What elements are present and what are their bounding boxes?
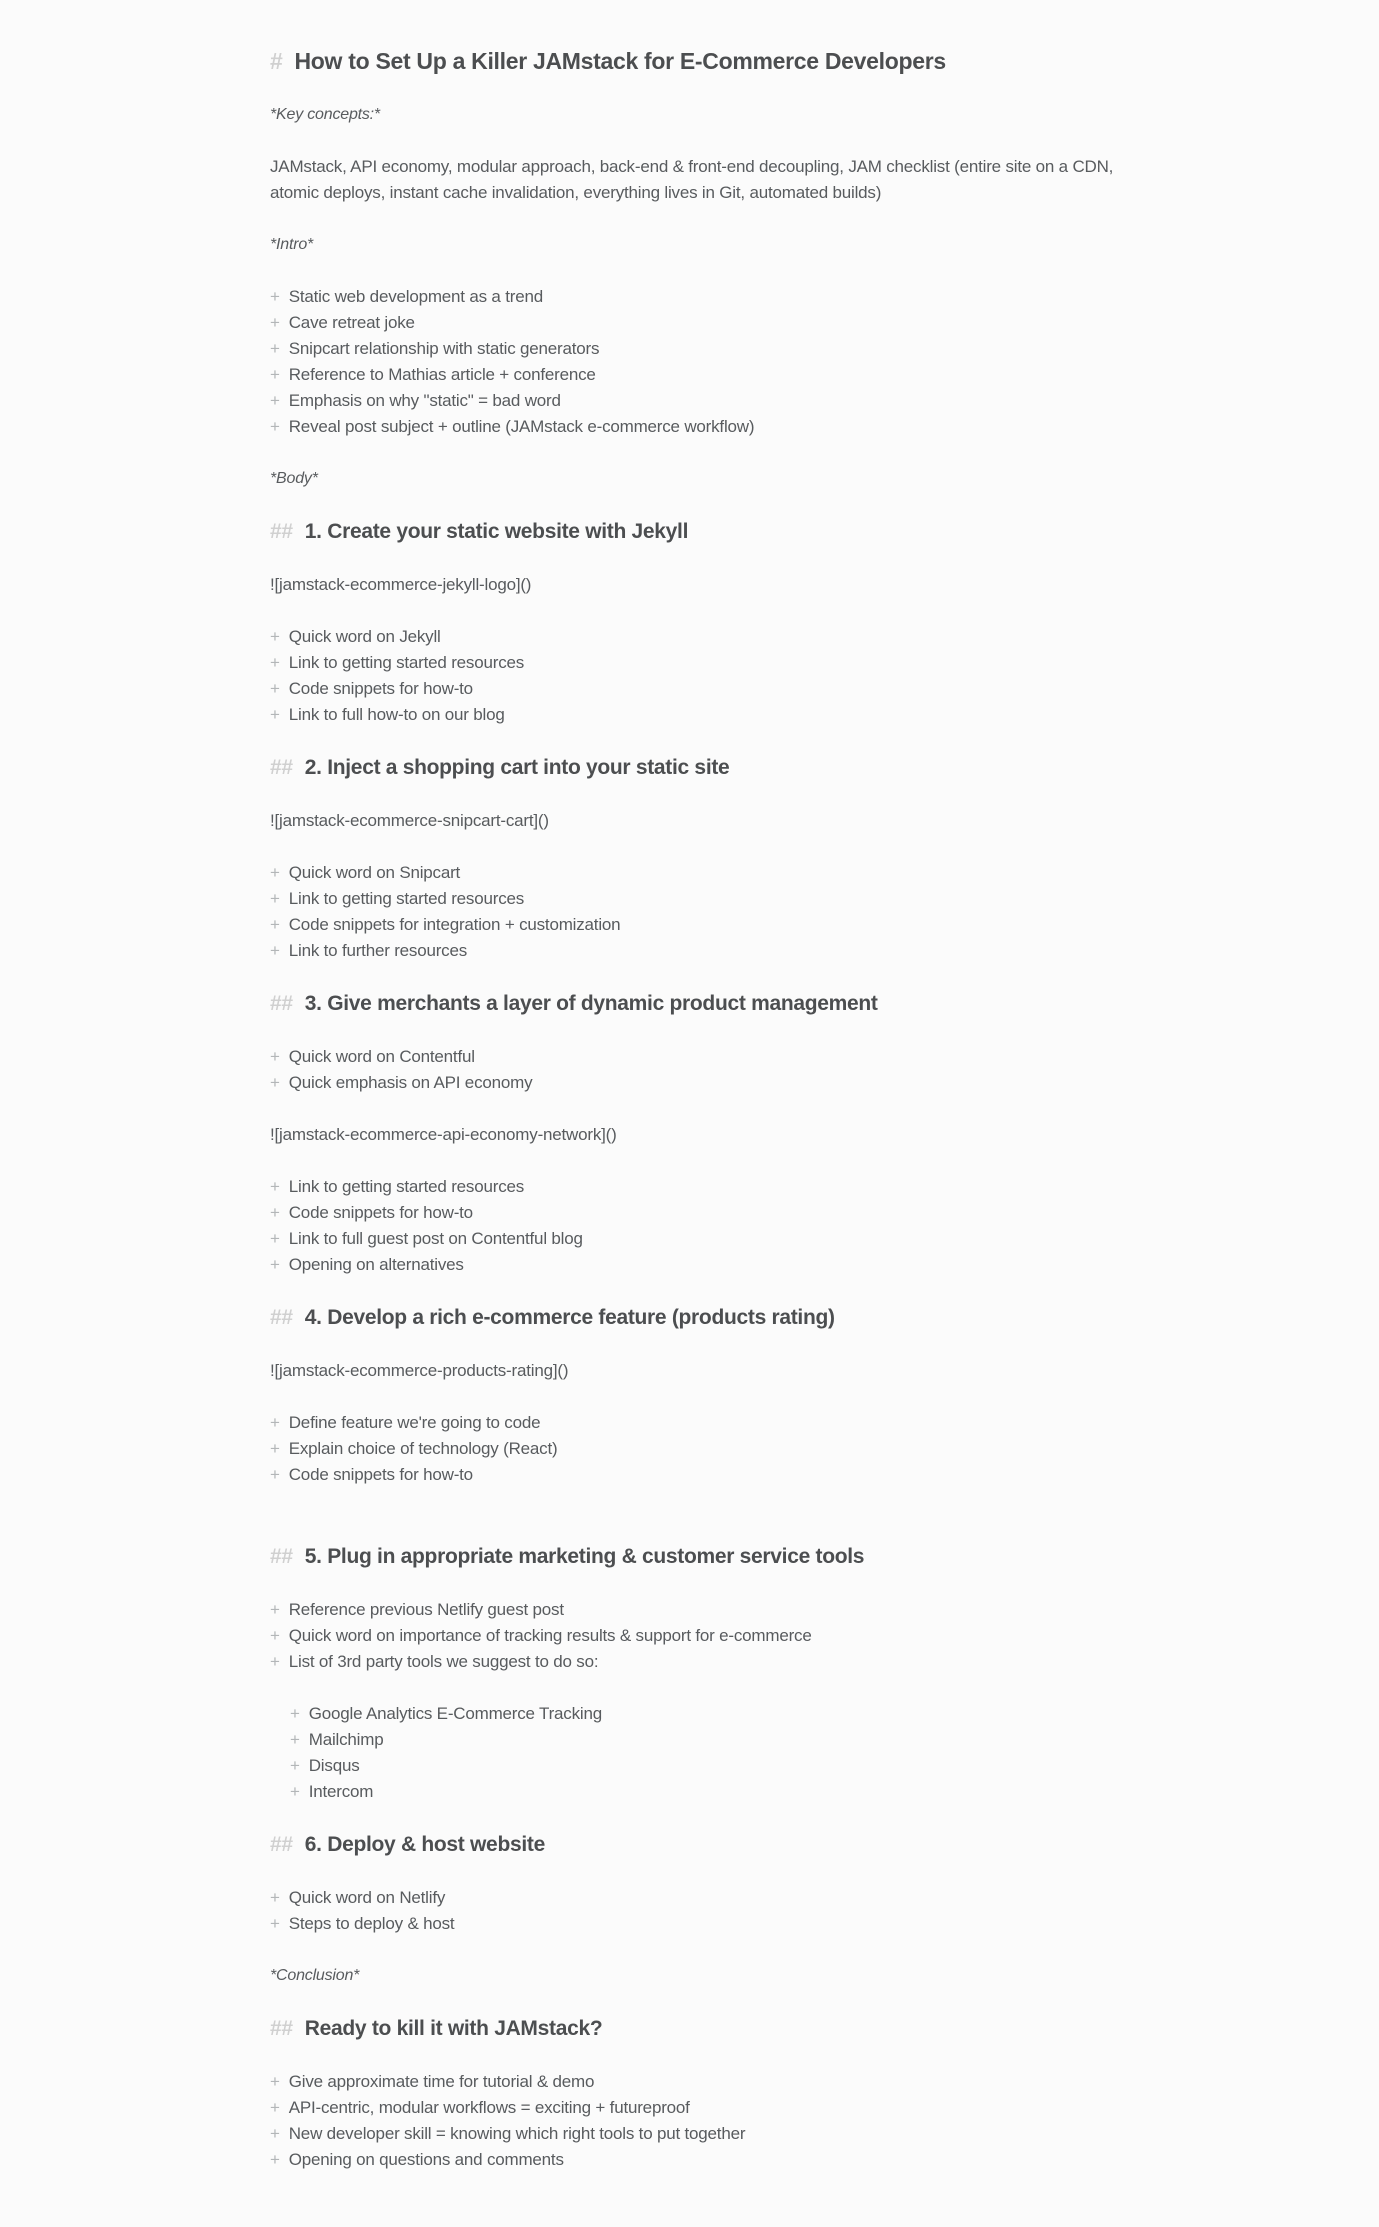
h2-hash-marker: ## [270, 2017, 293, 2040]
plus-marker: + [270, 365, 280, 384]
list-item-text: Quick word on Snipcart [288, 863, 461, 882]
section-heading-text: 6. Deploy & host website [304, 1833, 545, 1856]
list-item-text: Reference previous Netlify guest post [288, 1600, 564, 1619]
list-item-text: Reference to Mathias article + conference [288, 365, 596, 384]
list-item [270, 650, 1115, 676]
list-item [270, 1226, 1115, 1252]
list-item-text: Define feature we're going to code [288, 1413, 541, 1432]
list-item [270, 1649, 1115, 1805]
plus-marker: + [270, 2150, 280, 2169]
list-item [270, 2121, 1115, 2147]
plus-marker: + [270, 1229, 280, 1248]
list-item-text: Opening on questions and comments [288, 2150, 564, 2169]
list-item-text: Quick word on Jekyll [288, 627, 441, 646]
list-item-text: Quick word on Netlify [288, 1888, 446, 1907]
nested-list-item [290, 1727, 1115, 1753]
nested-list-item-text: Intercom [308, 1782, 374, 1801]
list-item-text: Code snippets for integration + customization [288, 915, 621, 934]
emphasis-line: *Body* [270, 470, 318, 487]
plus-marker: + [270, 2124, 280, 2143]
plus-marker: + [270, 1413, 280, 1432]
plus-marker: + [270, 1203, 280, 1222]
list-item [270, 1462, 1115, 1488]
list-item [270, 676, 1115, 702]
list-item [270, 1436, 1115, 1462]
plus-marker: + [270, 863, 280, 882]
list-item [270, 938, 1115, 964]
h2-hash-marker: ## [270, 520, 293, 543]
bullet-list [270, 624, 1115, 728]
list-item-text: Snipcart relationship with static generators [288, 339, 600, 358]
list-item-text: Emphasis on why "static" = bad word [288, 391, 561, 410]
plus-marker: + [270, 1255, 280, 1274]
page-title-text: How to Set Up a Killer JAMstack for E-Commerce Developers [294, 48, 946, 74]
list-item [270, 2095, 1115, 2121]
list-item [270, 1623, 1115, 1649]
section-heading [270, 2015, 1130, 2043]
emphasis-line: *Key concepts:* [270, 106, 380, 123]
list-item-text: Opening on alternatives [288, 1255, 464, 1274]
list-item [270, 1885, 1115, 1911]
plus-marker: + [270, 391, 280, 410]
list-item [270, 2147, 1115, 2173]
list-item [270, 414, 1115, 440]
bullet-list [270, 1885, 1115, 1937]
nested-list-item [290, 1753, 1115, 1779]
h2-hash-marker: ## [270, 1306, 293, 1329]
bullet-list [270, 1174, 1115, 1278]
plus-marker: + [270, 1073, 280, 1092]
list-item [270, 1252, 1115, 1278]
plus-marker: + [270, 941, 280, 960]
list-item-text: Link to getting started resources [288, 889, 525, 908]
list-item [270, 336, 1115, 362]
list-item [270, 362, 1115, 388]
bullet-list [270, 1410, 1115, 1488]
section-heading [270, 1543, 1130, 1571]
plus-marker: + [270, 1600, 280, 1619]
image-markdown-line: ![jamstack-ecommerce-snipcart-cart]() [270, 811, 549, 830]
list-item [270, 1174, 1115, 1200]
nested-list-item-text: Disqus [308, 1756, 360, 1775]
section-heading-text: 5. Plug in appropriate marketing & customer service tools [304, 1545, 865, 1568]
plus-marker: + [270, 889, 280, 908]
plus-marker: + [270, 313, 280, 332]
nested-list-item-text: Google Analytics E-Commerce Tracking [308, 1704, 602, 1723]
list-item-text: Reveal post subject + outline (JAMstack e-commerce workflow) [288, 417, 755, 436]
plus-marker: + [270, 1652, 280, 1671]
list-item [270, 1410, 1115, 1436]
plus-marker: + [270, 417, 280, 436]
nested-bullet-list [290, 1675, 1115, 1805]
nested-list-item-text: Mailchimp [308, 1730, 384, 1749]
list-item [270, 1200, 1115, 1226]
list-item [270, 912, 1115, 938]
list-item-text: Code snippets for how-to [288, 1465, 473, 1484]
plus-marker: + [270, 915, 280, 934]
plus-marker: + [270, 1177, 280, 1196]
image-markdown-line: ![jamstack-ecommerce-products-rating]() [270, 1361, 569, 1380]
plus-marker: + [290, 1730, 300, 1749]
section-heading-text: Ready to kill it with JAMstack? [304, 2017, 603, 2040]
list-item-text: Link to full guest post on Contentful blog [288, 1229, 583, 1248]
list-item-text: Cave retreat joke [288, 313, 415, 332]
plus-marker: + [270, 339, 280, 358]
bullet-list [270, 1044, 1115, 1096]
list-item [270, 624, 1115, 650]
list-item-text: Give approximate time for tutorial & demo [288, 2072, 595, 2091]
list-item [270, 1044, 1115, 1070]
section-heading-text: 2. Inject a shopping cart into your static site [304, 756, 730, 779]
section-heading [270, 754, 1130, 782]
list-item-text: API-centric, modular workflows = exciting + futureproof [288, 2098, 690, 2117]
plus-marker: + [270, 287, 280, 306]
list-item-text: Code snippets for how-to [288, 1203, 473, 1222]
list-item [270, 860, 1115, 886]
list-item-text: Static web development as a trend [288, 287, 543, 306]
plus-marker: + [270, 2072, 280, 2091]
bullet-list [270, 860, 1115, 964]
plus-marker: + [270, 679, 280, 698]
image-markdown-line: ![jamstack-ecommerce-api-economy-network]() [270, 1125, 617, 1144]
list-item-text: Steps to deploy & host [288, 1914, 455, 1933]
list-item-text: Link to further resources [288, 941, 468, 960]
plus-marker: + [290, 1782, 300, 1801]
plus-marker: + [270, 1888, 280, 1907]
section-heading [270, 1304, 1130, 1332]
list-item [270, 310, 1115, 336]
list-item-text: Quick emphasis on API economy [288, 1073, 533, 1092]
section-heading-text: 3. Give merchants a layer of dynamic product management [304, 992, 878, 1015]
list-item-text: Link to getting started resources [288, 1177, 525, 1196]
document-blocks [270, 102, 1130, 2173]
list-item [270, 2069, 1115, 2095]
plus-marker: + [290, 1756, 300, 1775]
list-item [270, 702, 1115, 728]
list-item-text: Link to getting started resources [288, 653, 525, 672]
section-heading-text: 4. Develop a rich e-commerce feature (products rating) [304, 1306, 835, 1329]
plus-marker: + [270, 2098, 280, 2117]
plus-marker: + [270, 1626, 280, 1645]
page-title [270, 46, 1130, 76]
plus-marker: + [270, 627, 280, 646]
list-item [270, 1911, 1115, 1937]
h1-hash-marker: # [270, 48, 283, 74]
section-heading [270, 990, 1130, 1018]
bullet-list [270, 2069, 1115, 2173]
image-markdown-line: ![jamstack-ecommerce-jekyll-logo]() [270, 575, 532, 594]
plus-marker: + [270, 1439, 280, 1458]
section-heading [270, 518, 1130, 546]
list-item-text: Quick word on importance of tracking results & support for e-commerce [288, 1626, 812, 1645]
bullet-list [270, 1597, 1115, 1805]
list-item [270, 1070, 1115, 1096]
section-heading-text: 1. Create your static website with Jekyll [304, 520, 689, 543]
h2-hash-marker: ## [270, 1833, 293, 1856]
list-item [270, 388, 1115, 414]
plus-marker: + [270, 1914, 280, 1933]
list-item-text: Code snippets for how-to [288, 679, 473, 698]
bullet-list [270, 284, 1115, 440]
section-heading [270, 1831, 1130, 1859]
plus-marker: + [270, 1047, 280, 1066]
plus-marker: + [290, 1704, 300, 1723]
list-item-text: Quick word on Contentful [288, 1047, 475, 1066]
plus-marker: + [270, 1465, 280, 1484]
h2-hash-marker: ## [270, 1545, 293, 1568]
list-item-text: Link to full how-to on our blog [288, 705, 505, 724]
plus-marker: + [270, 653, 280, 672]
list-item [270, 1597, 1115, 1623]
list-item-text: Explain choice of technology (React) [288, 1439, 558, 1458]
nested-list-item [290, 1701, 1115, 1727]
h2-hash-marker: ## [270, 992, 293, 1015]
nested-list-item [290, 1779, 1115, 1805]
emphasis-line: *Conclusion* [270, 1967, 360, 1984]
list-item [270, 284, 1115, 310]
paragraph: JAMstack, API economy, modular approach, back-end & front-end decoupling, JAM checklist (entire site on a CDN, atomic deploys, instant cache invalidation, everything lives in Git, automated builds) [270, 157, 1114, 202]
list-item-text: List of 3rd party tools we suggest to do so: [288, 1652, 599, 1671]
emphasis-line: *Intro* [270, 236, 314, 253]
list-item-text: New developer skill = knowing which right tools to put together [288, 2124, 746, 2143]
plus-marker: + [270, 705, 280, 724]
h2-hash-marker: ## [270, 756, 293, 779]
list-item [270, 886, 1115, 912]
